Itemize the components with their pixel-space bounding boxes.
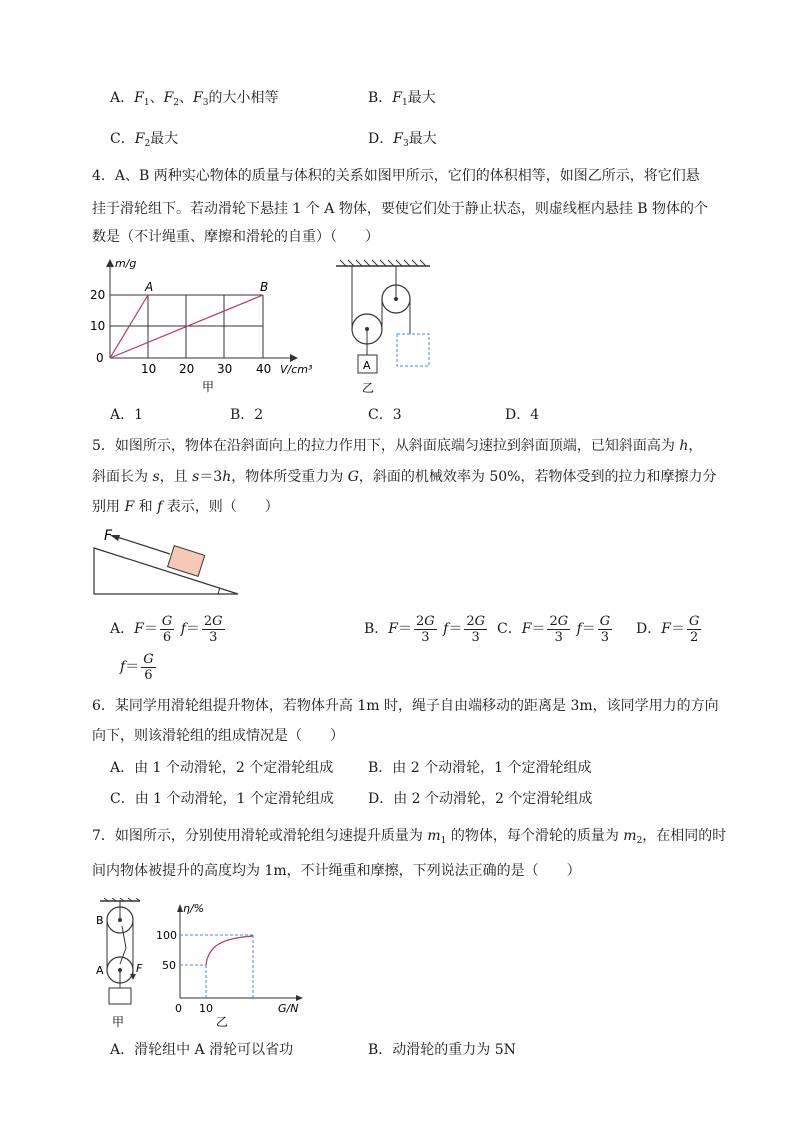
q6-option-b: B．由 2 个动滑轮，1 个定滑轮组成 [368, 760, 592, 776]
q4-line-2: 挂于滑轮组下。若动滑轮下悬挂 1 个 A 物体，要使它们处于静止状态，则虚线框内悬挂 B 物体的个 [92, 201, 709, 217]
pulley-b-label: B [96, 914, 104, 927]
y-tick-20: 20 [90, 288, 106, 302]
y-tick-100: 100 [156, 929, 177, 942]
q7-line-2: 间内物体被提升的高度均为 1m，不计绳重和摩擦，下列说法正确的是（ ） [92, 863, 581, 879]
q3-option-d: D．$F_3$最大 [368, 131, 437, 149]
q7-option-b: B．动滑轮的重力为 5N [368, 1042, 516, 1058]
x-tick-20: 20 [179, 362, 195, 376]
q5-option-d: D．F＝ $\frac{G}{2}$ [636, 613, 700, 645]
q6-option-d: D．由 2 个动滑轮，2 个定滑轮组成 [368, 791, 593, 807]
pulley-caption: 甲 [112, 1015, 125, 1029]
x-axis-label: V/cm³ [280, 363, 313, 376]
q5-line-3: 别用 F 和 f 表示，则（ ） [92, 499, 279, 515]
q6-option-c: C．由 1 个动滑轮，1 个定滑轮组成 [110, 791, 334, 807]
q6-line-2: 向下，则该滑轮组的组成情况是（ ） [92, 728, 344, 744]
q5-option-b: B．F＝ $\frac{2G}{3}$ f＝ $\frac{2G}{3}$ [364, 613, 485, 645]
q5-incline-diagram [90, 528, 250, 600]
q7-pulley-diagram [90, 898, 150, 1030]
q7-line-1: 7．如图所示，分别使用滑轮或滑轮组匀速提升质量为 $m_1$ 的物体，每个滑轮的质量为 $m_2$，在相同的时 [92, 828, 727, 846]
x-tick-10: 10 [141, 362, 157, 376]
y-tick-50: 50 [162, 959, 176, 972]
point-b-label: B [260, 280, 269, 294]
q5-option-a-cont: f＝ $\frac{G}{6}$ [120, 651, 154, 683]
q4-option-a: A．1 [110, 407, 144, 423]
x-tick-30: 30 [217, 362, 233, 376]
efficiency-curve [206, 936, 253, 965]
q5-option-a: A．F＝ $\frac{G}{6}$ f＝ $\frac{2G}{3}$ [110, 613, 223, 645]
q3-option-c: C．$F_2$最大 [110, 131, 179, 149]
x-tick-40: 40 [256, 362, 272, 376]
q5-line-1: 5．如图所示，物体在沿斜面向上的拉力作用下，从斜面底端匀速拉到斜面顶端，已知斜面高为 h， [92, 438, 703, 454]
q4-option-c: C．3 [368, 407, 402, 423]
dashed-box [397, 334, 429, 366]
graph-caption: 乙 [216, 1015, 229, 1029]
block [168, 546, 205, 577]
q3-option-b: B．$F_1$最大 [368, 90, 436, 108]
y-tick-0: 0 [96, 351, 104, 365]
pulley-a-label: A [96, 964, 104, 977]
q4-line-3: 数是（不计绳重、摩擦和滑轮的自重）（ ） [92, 229, 379, 245]
q6-option-a: A．由 1 个动滑轮，2 个定滑轮组成 [110, 760, 334, 776]
q3-option-a: A．$F_1$、$F_2$、$F_3$的大小相等 [110, 90, 279, 108]
y-axis-label: η/% [183, 902, 205, 915]
x-axis-label: G/N [278, 1002, 299, 1015]
q7-option-a: A．滑轮组中 A 滑轮可以省功 [110, 1042, 294, 1058]
pulley-caption: 乙 [362, 381, 375, 395]
q4-pulley-diagram [330, 258, 440, 398]
q4-mass-volume-graph [90, 255, 330, 395]
q5-option-c: C．F＝ $\frac{2G}{3}$ f＝ $\frac{G}{3}$ [497, 613, 611, 645]
force-f-label: F [136, 962, 143, 975]
q4-option-b: B．2 [230, 407, 264, 423]
x-tick-0: 0 [175, 1002, 182, 1015]
q6-line-1: 6．某同学用滑轮组提升物体，若物体升高 1m 时，绳子自由端移动的距离是 3m，该同学用力的方向 [92, 698, 719, 714]
force-f-label: F [104, 528, 113, 544]
point-a-label: A [145, 280, 154, 294]
x-tick-10: 10 [199, 1002, 213, 1015]
q4-option-d: D．4 [505, 407, 540, 423]
box-a-label: A [363, 359, 371, 372]
q5-line-2: 斜面长为 s，且 s＝3h，物体所受重力为 G，斜面的机械效率为 50%，若物体受到的拉力和摩擦力分 [92, 469, 717, 485]
q7-efficiency-graph [150, 898, 310, 1030]
y-axis-label: m/g [115, 257, 137, 270]
y-tick-10: 10 [90, 319, 106, 333]
q4-line-1: 4．A、B 两种实心物体的质量与体积的关系如图甲所示，它们的体积相等，如图乙所示，将它们悬 [92, 168, 700, 184]
graph-caption: 甲 [202, 380, 215, 394]
